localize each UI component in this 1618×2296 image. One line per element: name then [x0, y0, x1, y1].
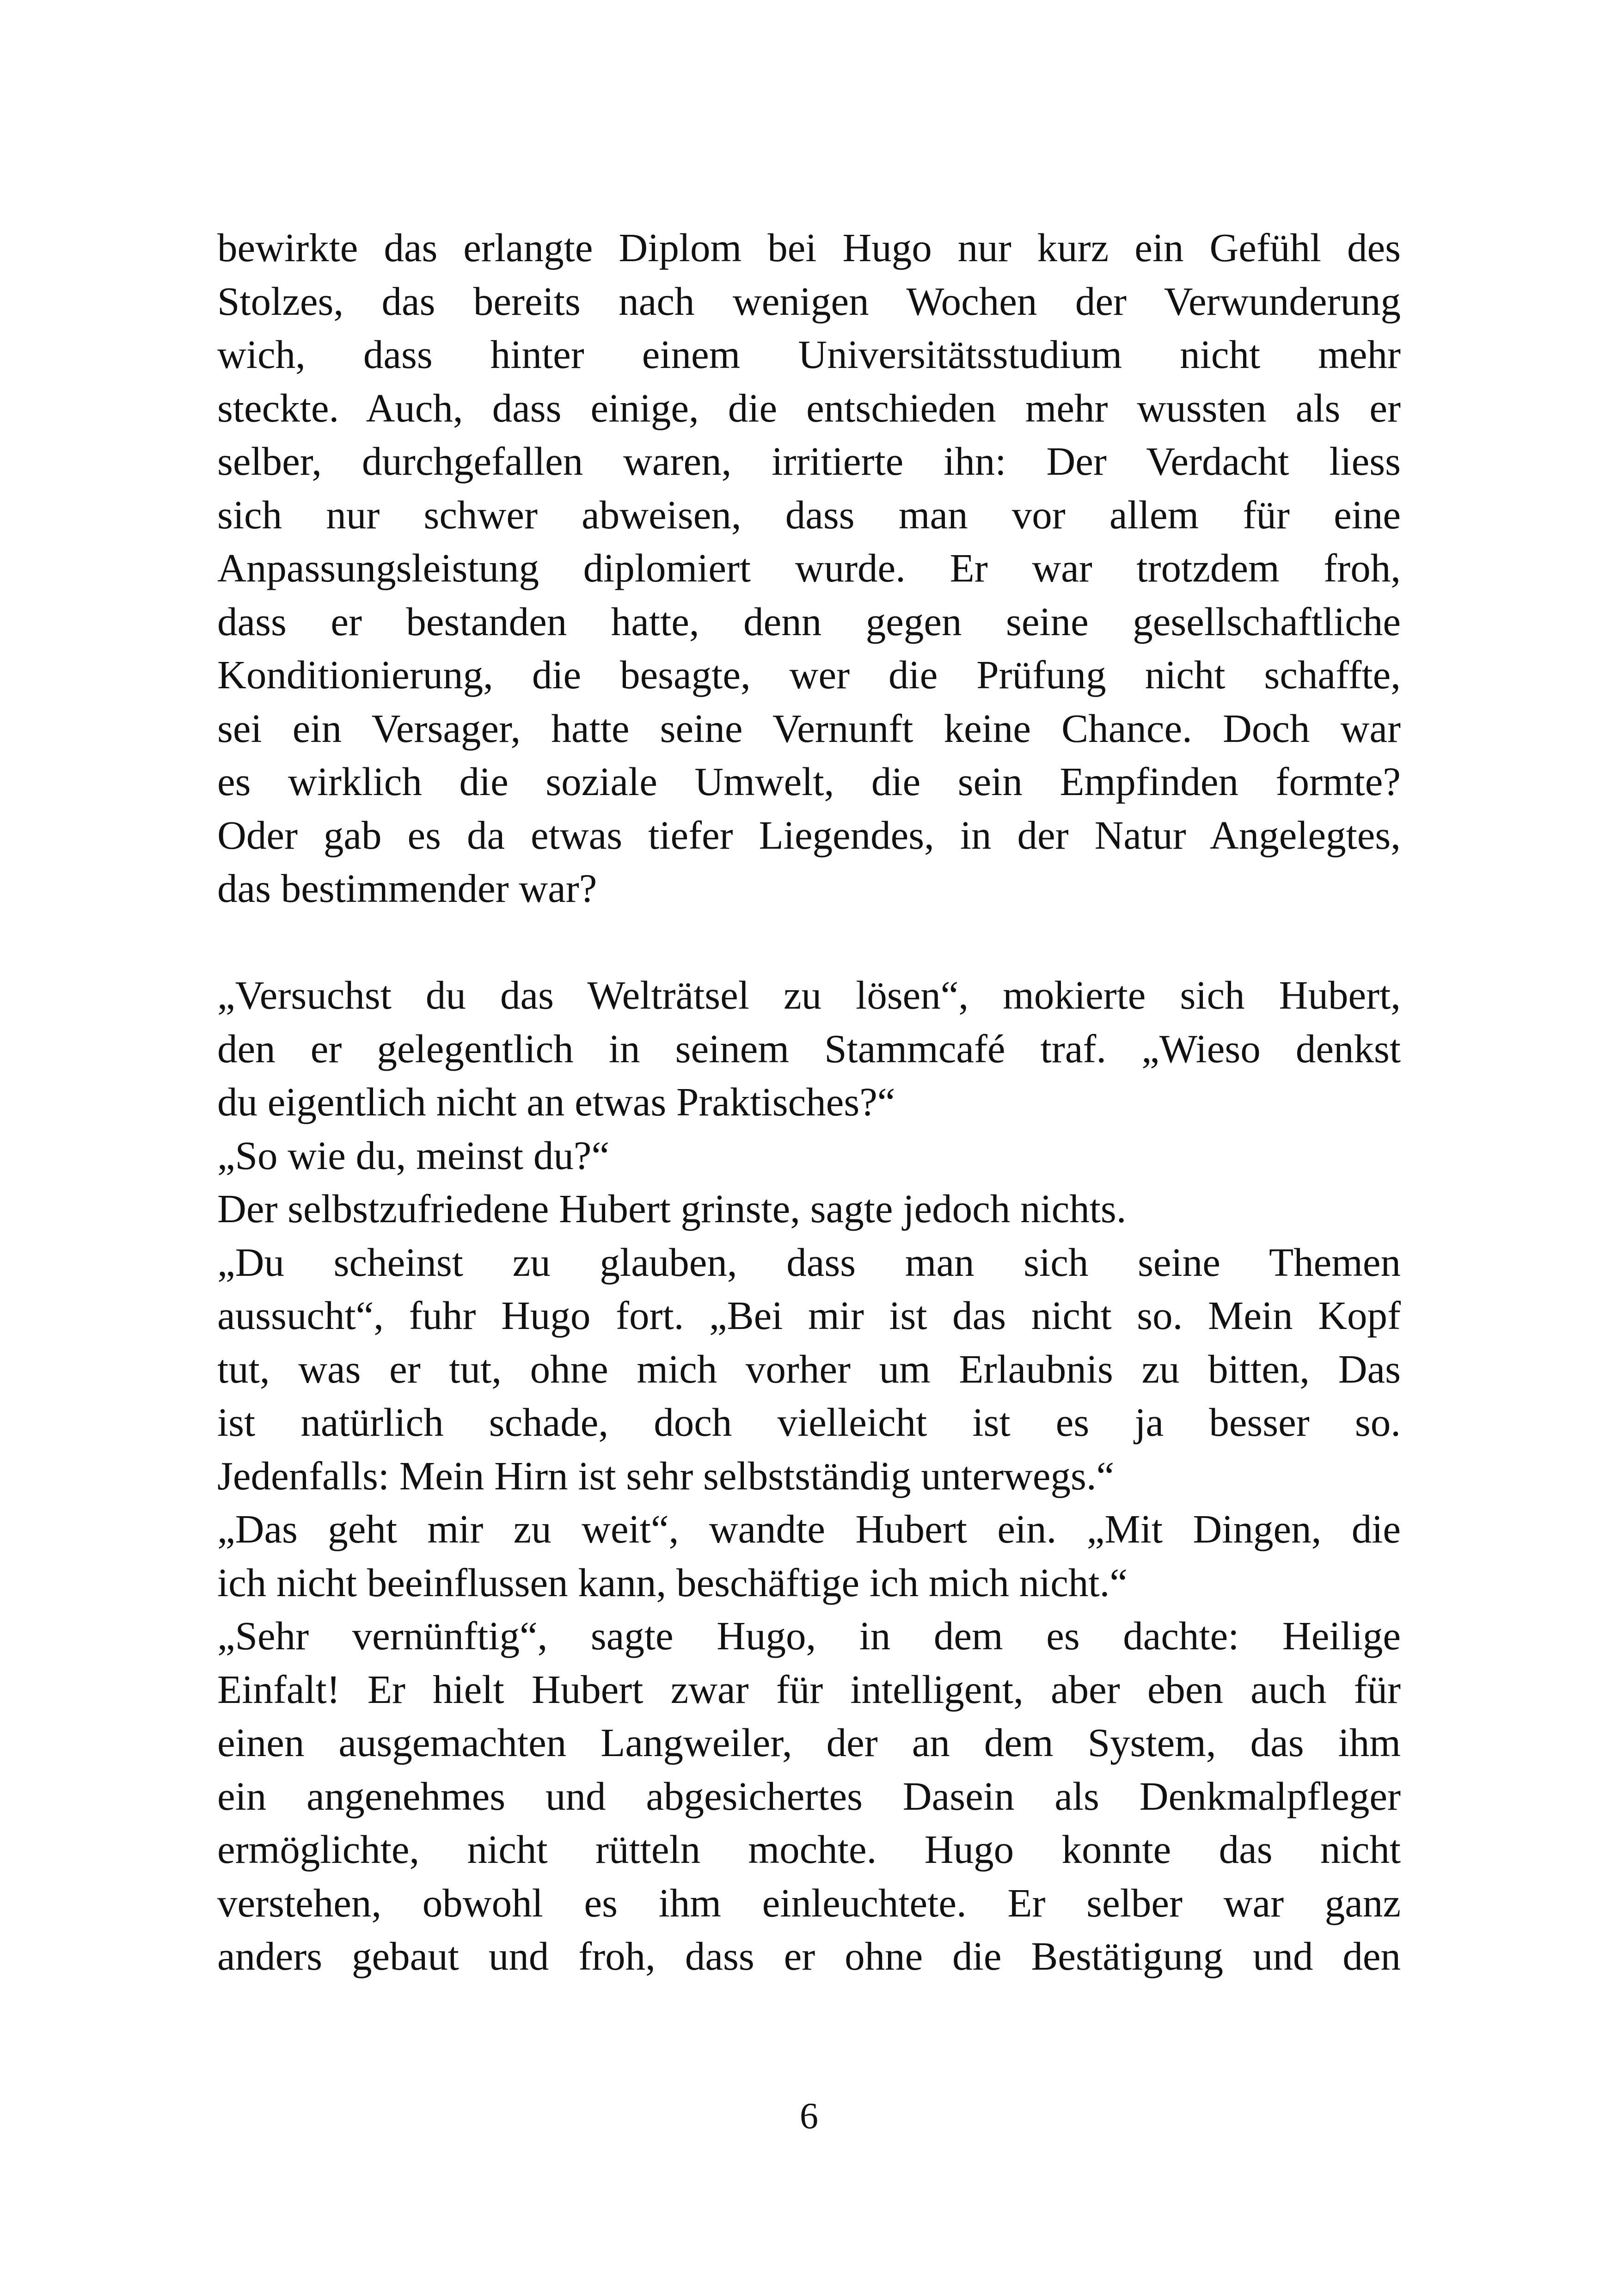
paragraph — [217, 221, 1401, 915]
text-line: sich nur schwer abweisen, dass man vor allem für eine — [217, 492, 1401, 537]
text-line: bewirkte das erlangte Diplom bei Hugo nur kurz ein Gefühl des — [217, 225, 1401, 270]
text-line: Einfalt! Er hielt Hubert zwar für intelligent, aber eben auch für — [217, 1666, 1401, 1712]
paragraph-gap — [217, 915, 1401, 969]
paragraph — [217, 968, 1401, 1983]
text-line: das bestimmender war? — [217, 866, 597, 911]
text-line: wich, dass hinter einem Universitätsstudium nicht mehr — [217, 332, 1401, 377]
text-line: anders gebaut und froh, dass er ohne die Bestätigung und den — [217, 1934, 1401, 1978]
text-line: den er gelegentlich in seinem Stammcafé traf. „Wieso denkst — [217, 1026, 1401, 1071]
text-line: „Du scheinst zu glauben, dass man sich seine Themen — [217, 1239, 1401, 1285]
text-line: Der selbstzufriedene Hubert grinste, sagte jedoch nichts. — [217, 1186, 1127, 1231]
text-line: selber, durchgefallen waren, irritierte ihn: Der Verdacht liess — [217, 439, 1401, 484]
text-line: Konditionierung, die besagte, wer die Prüfung nicht schaffte, — [217, 652, 1401, 697]
text-line: aussucht“, fuhr Hugo fort. „Bei mir ist das nicht so. Mein Kopf — [217, 1293, 1401, 1338]
text-line: Stolzes, das bereits nach wenigen Wochen der Verwunderung — [217, 278, 1401, 324]
text-line: Anpassungsleistung diplomiert wurde. Er war trotzdem froh, — [217, 545, 1401, 590]
text-line: ist natürlich schade, doch vielleicht ist es ja besser so. — [217, 1400, 1401, 1445]
text-line: ein angenehmes und abgesichertes Dasein als Denkmalpfleger — [217, 1773, 1401, 1818]
text-line: ermöglichte, nicht rütteln mochte. Hugo konnte das nicht — [217, 1827, 1401, 1872]
text-line: dass er bestanden hatte, denn gegen seine gesellschaftliche — [217, 599, 1401, 644]
text-line: einen ausgemachten Langweiler, der an dem System, das ihm — [217, 1720, 1401, 1765]
text-line: sei ein Versager, hatte seine Vernunft keine Chance. Doch war — [217, 705, 1401, 751]
text-line: „Sehr vernünftig“, sagte Hugo, in dem es dachte: Heilige — [217, 1613, 1401, 1658]
text-line: Oder gab es da etwas tiefer Liegendes, in der Natur Angelegtes, — [217, 812, 1401, 857]
text-line: ich nicht beeinflussen kann, beschäftige ich mich nicht.“ — [217, 1560, 1128, 1605]
page-number: 6 — [800, 2096, 818, 2137]
text-line: „Versuchst du das Welträtsel zu lösen“, mokierte sich Hubert, — [217, 973, 1401, 1017]
text-line: tut, was er tut, ohne mich vorher um Erlaubnis zu bitten, Das — [217, 1346, 1401, 1391]
text-line: „Das geht mir zu weit“, wandte Hubert ein. „Mit Dingen, die — [217, 1506, 1401, 1551]
text-line: verstehen, obwohl es ihm einleuchtete. Er selber war ganz — [217, 1880, 1401, 1925]
text-line: Jedenfalls: Mein Hirn ist sehr selbstständig unterwegs.“ — [217, 1453, 1115, 1498]
text-line: es wirklich die soziale Umwelt, die sein Empfinden formte? — [217, 759, 1401, 804]
text-line: steckte. Auch, dass einige, die entschieden mehr wussten als er — [217, 385, 1401, 430]
body-text — [217, 221, 1401, 1983]
text-line: „So wie du, meinst du?“ — [217, 1133, 610, 1178]
text-line: du eigentlich nicht an etwas Praktisches?“ — [217, 1079, 895, 1124]
